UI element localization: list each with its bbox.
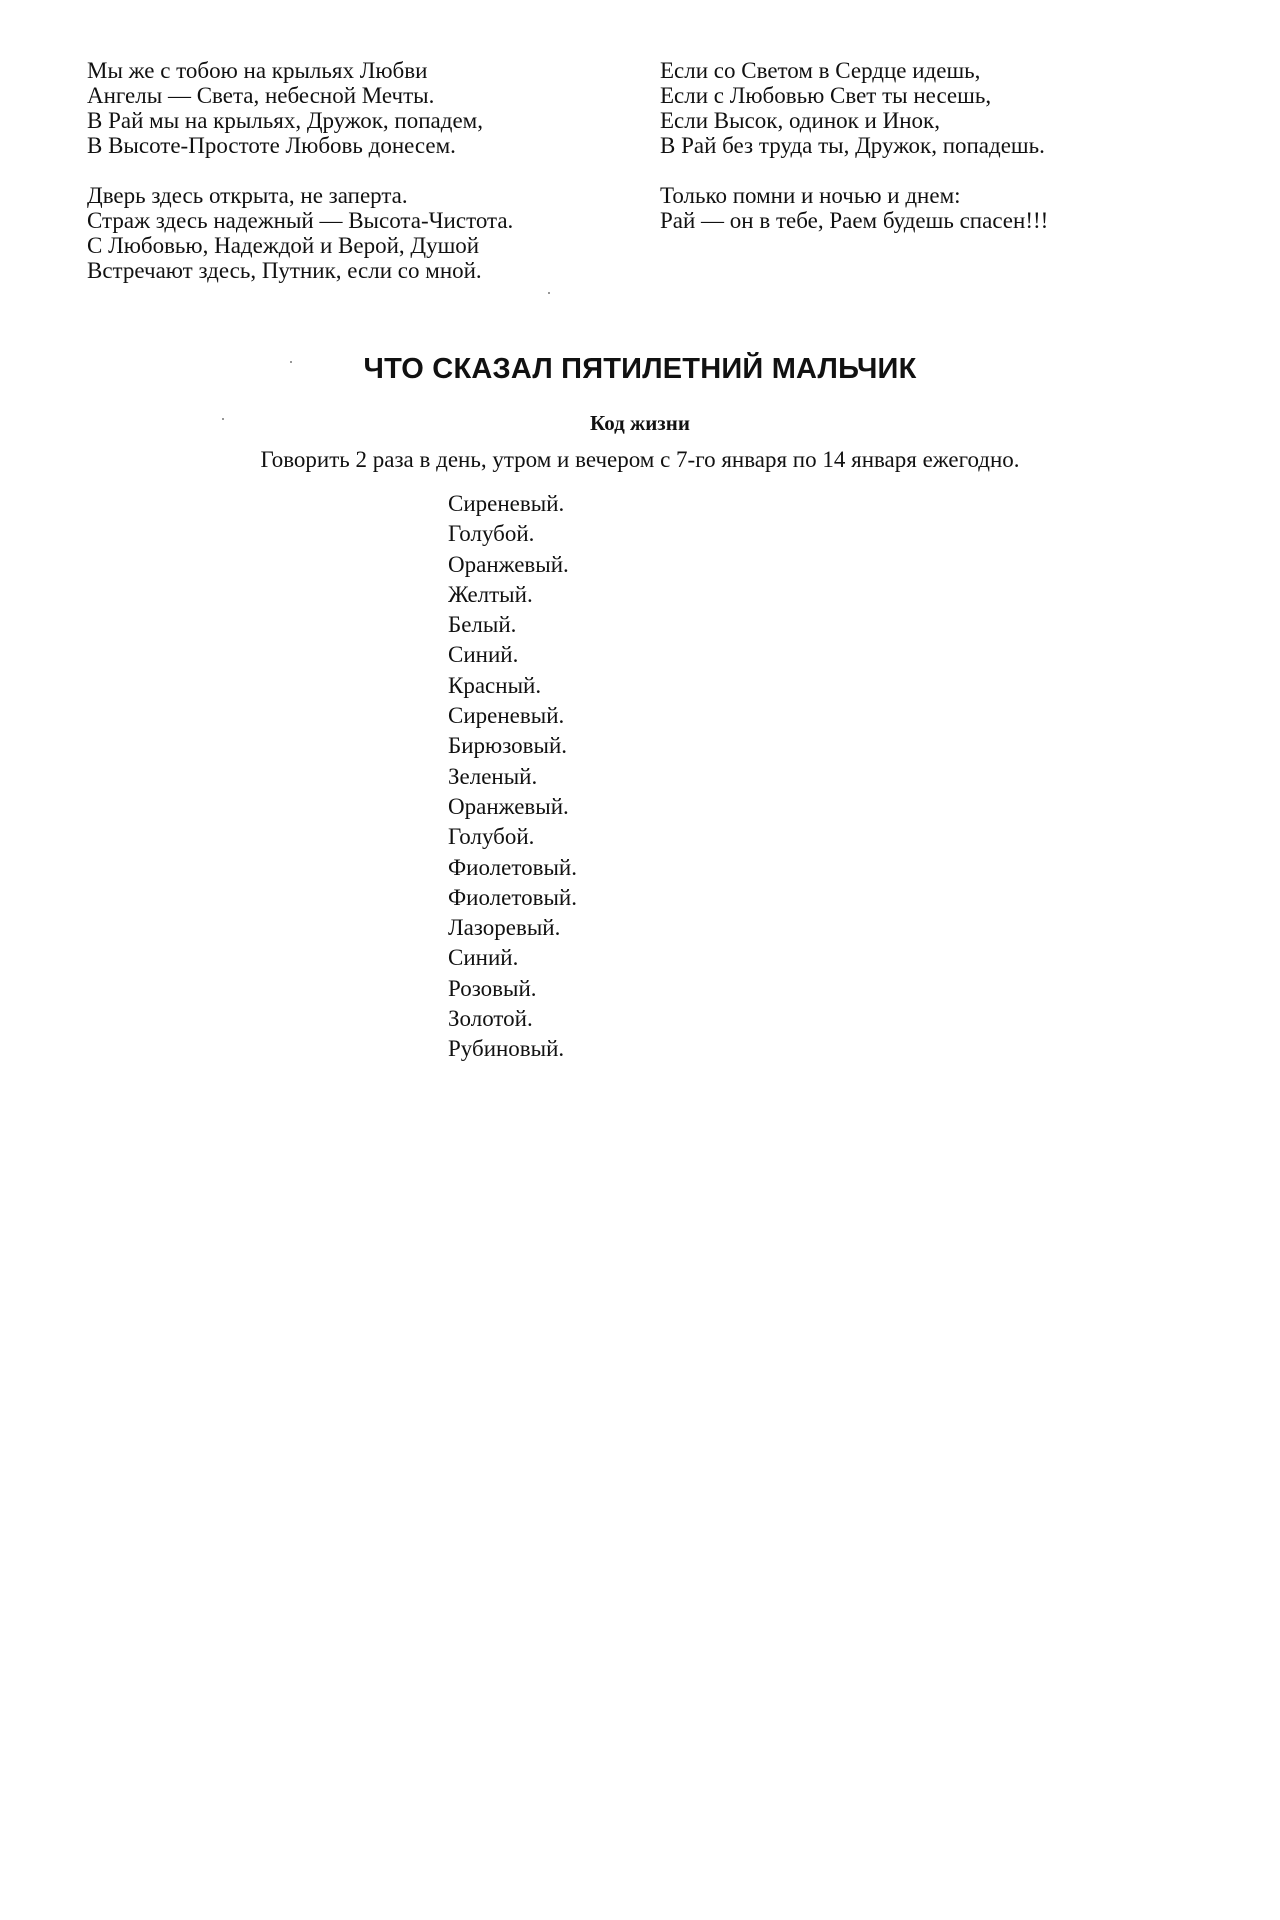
poem-line: В Рай без труда ты, Дружок, попадешь. xyxy=(660,133,1045,158)
color-list-item: Бирюзовый. xyxy=(448,733,568,759)
color-list-item: Сиреневый. xyxy=(448,491,565,516)
color-list-item: Голубой. xyxy=(448,824,535,850)
poem-line: С Любовью, Надеждой и Верой, Душой xyxy=(87,233,480,258)
poem-right-column xyxy=(660,58,1220,258)
poem-line: Ангелы — Света, небесной Мечты. xyxy=(87,83,435,108)
poem-stanza xyxy=(660,183,1220,233)
color-list-item: Синий. xyxy=(448,642,519,668)
color-list-item: Сиреневый. xyxy=(448,703,565,729)
poem-line: Рай — он в тебе, Раем будешь спасен!!! xyxy=(660,208,1049,233)
section-subtitle: Код жизни xyxy=(590,411,690,435)
poem-stanza xyxy=(660,58,1220,158)
poem-line: Если с Любовью Свет ты несешь, xyxy=(660,83,992,108)
scan-speck xyxy=(548,292,550,294)
poem-line: В Рай мы на крыльях, Дружок, попадем, xyxy=(87,108,483,133)
poem-line: Страж здесь надежный — Высота-Чистота. xyxy=(87,208,514,233)
color-list-item: Желтый. xyxy=(448,581,533,607)
color-list-item: Розовый. xyxy=(448,975,537,1001)
section-title: ЧТО СКАЗАЛ ПЯТИЛЕТНИЙ МАЛЬЧИК xyxy=(363,353,917,385)
poem-line: В Высоте-Простоте Любовь донесем. xyxy=(87,133,456,158)
poem-line: Только помни и ночью и днем: xyxy=(660,183,961,208)
color-list-item: Рубиновый. xyxy=(448,1036,565,1062)
poem-stanza xyxy=(87,58,647,158)
scan-speck xyxy=(290,361,292,363)
color-list-item: Белый. xyxy=(448,612,517,638)
poem-line: Если со Светом в Сердце идешь, xyxy=(660,58,981,83)
poem-left-column xyxy=(87,58,647,308)
poem-line: Если Высок, одинок и Инок, xyxy=(660,108,940,133)
color-list xyxy=(448,489,577,1065)
color-list-item: Голубой. xyxy=(448,521,535,547)
poem-line: Мы же с тобою на крыльях Любви xyxy=(87,58,428,83)
color-list-item: Синий. xyxy=(448,945,519,971)
color-list-item: Красный. xyxy=(448,672,542,698)
poem-line: Встречают здесь, Путник, если со мной. xyxy=(87,258,482,283)
color-list-item: Лазоревый. xyxy=(448,915,561,941)
color-list-item: Фиолетовый. xyxy=(448,884,577,910)
color-list-item: Золотой. xyxy=(448,1006,533,1032)
color-list-item: Оранжевый. xyxy=(448,793,569,819)
scan-speck xyxy=(222,418,224,420)
color-list-item: Зеленый. xyxy=(448,763,538,789)
poem-line: Дверь здесь открыта, не заперта. xyxy=(87,183,408,208)
color-list-item: Фиолетовый. xyxy=(448,854,577,880)
section-instruction: Говорить 2 раза в день, утром и вечером с 7-го января по 14 января ежегодно. xyxy=(260,447,1020,472)
color-list-item: Оранжевый. xyxy=(448,551,569,577)
poem-stanza xyxy=(87,183,647,283)
